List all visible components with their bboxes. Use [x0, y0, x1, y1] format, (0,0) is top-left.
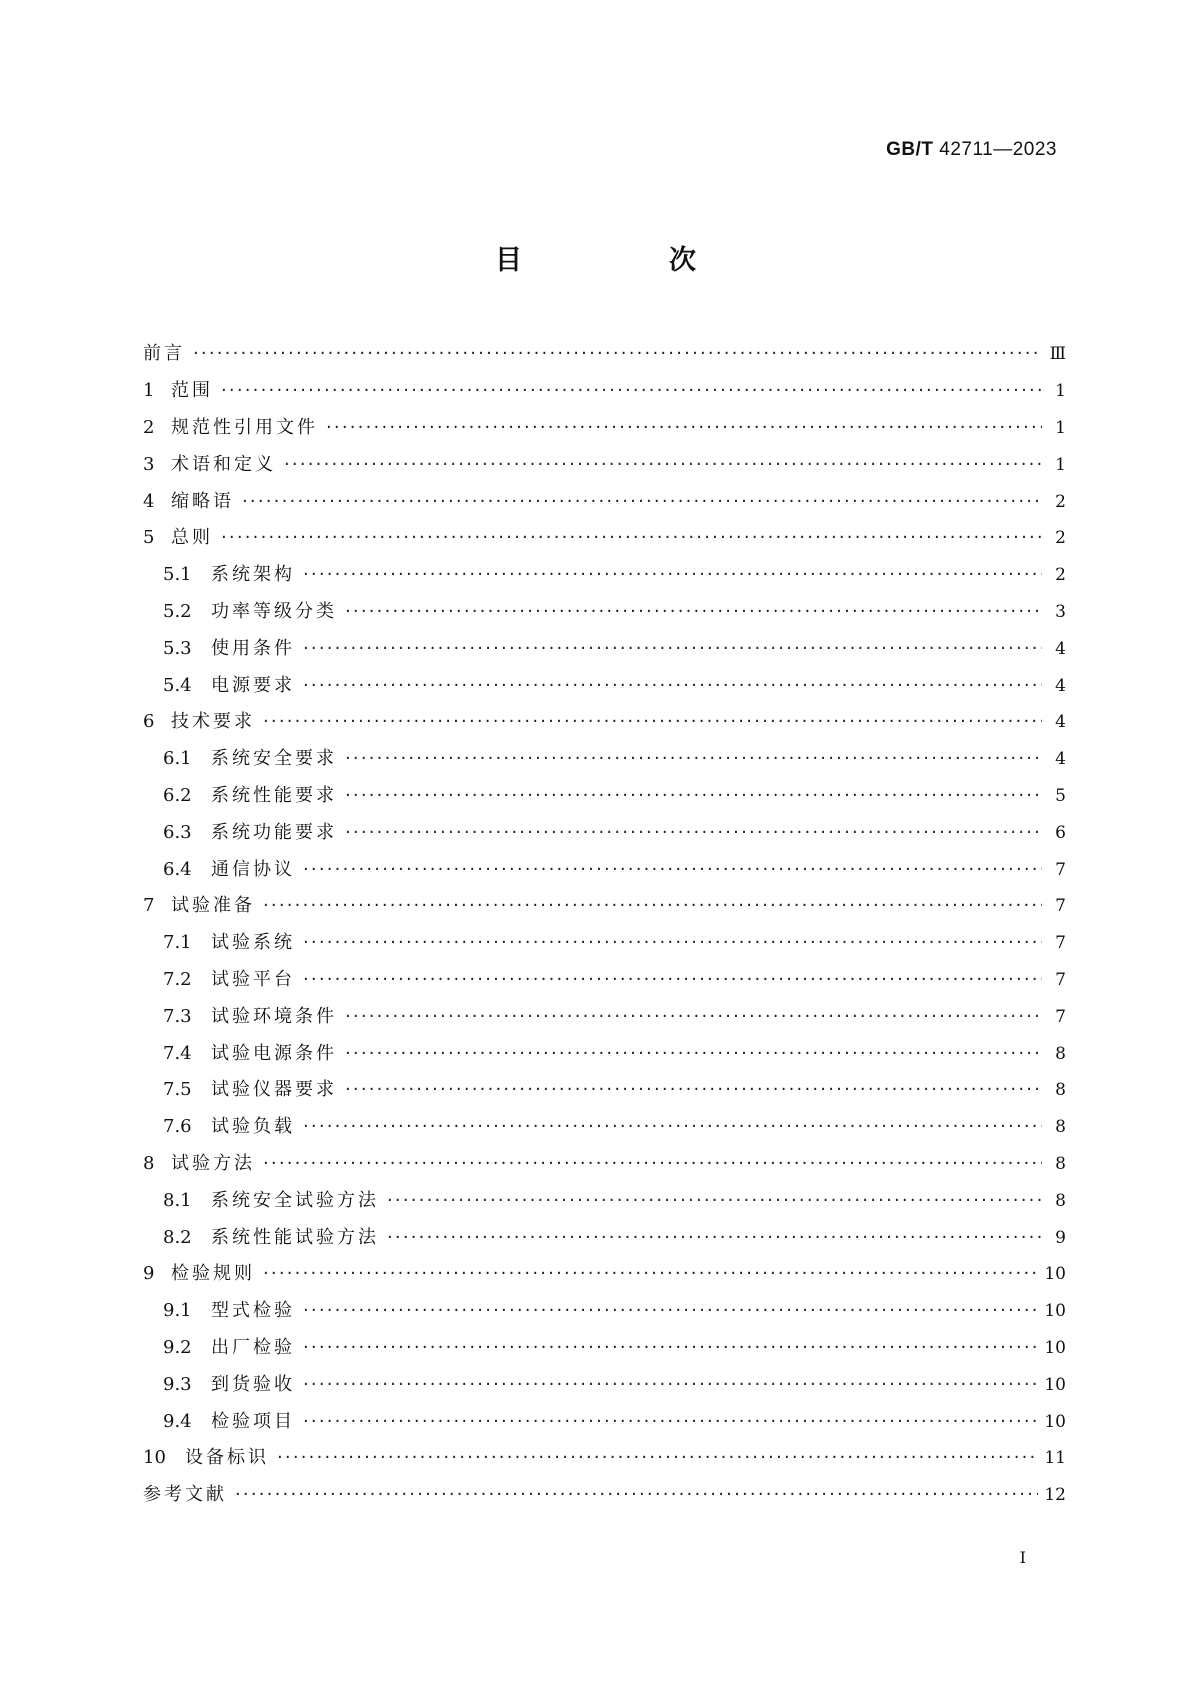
toc-entry-number: 8.1 [163, 1189, 192, 1211]
toc-entry-page: 4 [1055, 712, 1066, 733]
toc-entry-label: 检验项目 [211, 1410, 295, 1432]
toc-leader-dots [345, 785, 1042, 807]
toc-entry-number: 9.2 [163, 1336, 192, 1358]
toc-entry-number: 1 [143, 380, 155, 402]
toc-entry-page: 10 [1044, 1411, 1066, 1432]
toc-entry[interactable] [143, 741, 1066, 778]
toc-entry[interactable] [143, 1109, 1066, 1146]
toc-leader-dots [263, 895, 1042, 917]
toc-leader-dots [221, 380, 1042, 402]
toc-leader-dots [263, 1263, 1038, 1285]
toc-entry-number: 6.2 [163, 784, 192, 806]
toc-entry-page: 1 [1055, 381, 1066, 402]
toc-entry[interactable] [143, 925, 1066, 962]
toc-entry-page: 1 [1055, 454, 1066, 475]
toc-entry-page: 7 [1055, 1006, 1066, 1027]
toc-entry-label: 通信协议 [211, 858, 295, 880]
toc-entry-page: 11 [1044, 1448, 1066, 1469]
toc-entry-page: 8 [1055, 1153, 1066, 1174]
toc-entry-label: 技术要求 [171, 711, 255, 733]
toc-entry-number: 8.2 [163, 1226, 192, 1248]
toc-entry[interactable] [143, 1293, 1066, 1330]
standard-code [886, 139, 1057, 161]
toc-entry-number: 10 [143, 1447, 166, 1469]
toc-entry-page: 3 [1055, 601, 1066, 622]
toc-entry[interactable] [143, 667, 1066, 704]
toc-entry-number: 7.5 [163, 1079, 192, 1101]
toc-leader-dots [326, 417, 1042, 439]
toc-leader-dots [221, 527, 1042, 549]
toc-entry-label: 术语和定义 [171, 453, 276, 475]
toc-entry-number: 9.1 [163, 1300, 192, 1322]
toc-entry-number: 5.1 [163, 564, 192, 586]
toc-entry-page: 2 [1055, 491, 1066, 512]
toc-entry[interactable] [143, 704, 1066, 741]
toc-entry-number: 4 [143, 490, 155, 512]
toc-entry[interactable] [143, 1330, 1066, 1367]
toc-leader-dots [235, 1484, 1038, 1506]
toc-entry-number: 9 [143, 1263, 155, 1285]
standard-code-prefix: GB/T [886, 139, 934, 160]
toc-entry-number: 7.1 [163, 932, 192, 954]
toc-leader-dots [345, 601, 1042, 623]
toc-entry-page: 12 [1044, 1485, 1066, 1506]
toc-entry-number: 2 [143, 416, 155, 438]
toc-entry-label: 范围 [171, 380, 213, 402]
toc-entry-label: 使用条件 [211, 637, 295, 659]
standard-code-number: 42711—2023 [939, 139, 1057, 160]
toc-entry-page: 10 [1044, 1374, 1066, 1395]
toc-entry-label: 功率等级分类 [211, 600, 337, 622]
toc-leader-dots [345, 822, 1042, 844]
toc-entry-number: 6.3 [163, 821, 192, 843]
toc-entry[interactable] [143, 410, 1066, 447]
toc-entry-label: 系统性能试验方法 [211, 1226, 379, 1248]
toc-leader-dots [303, 564, 1042, 586]
toc-entry-label: 试验系统 [211, 932, 295, 954]
toc-leader-dots [303, 969, 1042, 991]
toc-entry-label: 总则 [171, 527, 213, 549]
toc-leader-dots [345, 1006, 1042, 1028]
toc-leader-dots [242, 491, 1042, 513]
toc-entry-page: 2 [1055, 528, 1066, 549]
toc-entry[interactable] [143, 1366, 1066, 1403]
toc-entry-label: 到货验收 [211, 1373, 295, 1395]
toc-entry-page: 9 [1055, 1227, 1066, 1248]
toc-entry-page: 8 [1055, 1190, 1066, 1211]
toc-entry-label: 系统性能要求 [211, 784, 337, 806]
toc-entry[interactable] [143, 520, 1066, 557]
toc-entry-page: 10 [1044, 1301, 1066, 1322]
toc-entry-label: 试验环境条件 [211, 1005, 337, 1027]
toc-entry-label: 前言 [143, 343, 185, 365]
toc-entry-label: 试验电源条件 [211, 1042, 337, 1064]
toc-entry-label: 试验准备 [171, 895, 255, 917]
toc-entry[interactable] [143, 1256, 1066, 1293]
toc-entry-label: 设备标识 [185, 1447, 269, 1469]
toc-leader-dots [303, 1300, 1038, 1322]
toc-entry-number: 7.4 [163, 1042, 192, 1064]
toc-entry-label: 试验平台 [211, 968, 295, 990]
toc-entry-number: 7.3 [163, 1005, 192, 1027]
toc-entry-page: 7 [1055, 933, 1066, 954]
toc-leader-dots [193, 343, 1042, 365]
toc-entry-label: 电源要求 [211, 674, 295, 696]
toc-leader-dots [345, 748, 1042, 770]
toc-entry-label: 型式检验 [211, 1300, 295, 1322]
toc-entry-page: 6 [1055, 822, 1066, 843]
toc-leader-dots [263, 1153, 1042, 1175]
toc-entry-label: 系统安全试验方法 [211, 1189, 379, 1211]
toc-entry[interactable] [143, 1440, 1066, 1477]
toc-leader-dots [303, 859, 1042, 881]
toc-leader-dots [284, 454, 1042, 476]
toc-leader-dots [303, 932, 1042, 954]
toc-entry-page: 8 [1055, 1080, 1066, 1101]
toc-leader-dots [303, 1411, 1038, 1433]
toc-entry-number: 3 [143, 453, 155, 475]
toc-entry-page: 7 [1055, 969, 1066, 990]
page-title: 目 次 [495, 245, 756, 276]
toc-leader-dots [303, 1374, 1038, 1396]
toc-entry-number: 7.2 [163, 968, 192, 990]
toc-entry-page: 1 [1055, 417, 1066, 438]
toc-entry-label: 系统架构 [211, 564, 295, 586]
toc-entry-label: 系统安全要求 [211, 748, 337, 770]
toc-entry-page: 7 [1055, 859, 1066, 880]
toc-leader-dots [345, 1043, 1042, 1065]
toc-entry-page: 10 [1044, 1264, 1066, 1285]
toc-leader-dots [345, 1079, 1042, 1101]
toc-entry-page: 5 [1055, 785, 1066, 806]
toc-entry[interactable] [143, 814, 1066, 851]
toc-entry-number: 9.4 [163, 1410, 192, 1432]
toc-entry-number: 6 [143, 711, 155, 733]
toc-entry[interactable] [143, 1072, 1066, 1109]
toc-entry[interactable] [143, 1219, 1066, 1256]
toc-entry-label: 缩略语 [171, 490, 234, 512]
toc-entry-label: 规范性引用文件 [171, 416, 318, 438]
toc-leader-dots [303, 675, 1042, 697]
toc-entry[interactable] [143, 373, 1066, 410]
toc-entry[interactable] [143, 778, 1066, 815]
toc-leader-dots [303, 1116, 1042, 1138]
toc-entry[interactable] [143, 962, 1066, 999]
toc-entry[interactable] [143, 594, 1066, 631]
toc-leader-dots [387, 1190, 1042, 1212]
toc-entry[interactable] [143, 630, 1066, 667]
toc-entry-page: 8 [1055, 1043, 1066, 1064]
toc-entry-number: 5.2 [163, 600, 192, 622]
toc-entry-number: 5 [143, 527, 155, 549]
toc-entry-number: 6.1 [163, 748, 192, 770]
toc-entry-label: 试验仪器要求 [211, 1079, 337, 1101]
toc-entry-number: 5.4 [163, 674, 192, 696]
toc-entry[interactable] [143, 1182, 1066, 1219]
toc-entry-page: 10 [1044, 1337, 1066, 1358]
toc-entry-page: 8 [1055, 1117, 1066, 1138]
toc-entry[interactable] [143, 998, 1066, 1035]
toc-leader-dots [303, 638, 1042, 660]
toc-entry-label: 试验方法 [171, 1152, 255, 1174]
toc-leader-dots [263, 711, 1042, 733]
toc-entry-number: 6.4 [163, 858, 192, 880]
toc-entry[interactable] [143, 557, 1066, 594]
toc-leader-dots [303, 1337, 1038, 1359]
toc-entry[interactable] [143, 483, 1066, 520]
toc-entry-number: 9.3 [163, 1373, 192, 1395]
toc-entry-page: 4 [1055, 749, 1066, 770]
toc-leader-dots [277, 1447, 1038, 1469]
toc-entry-label: 参考文献 [143, 1484, 227, 1506]
toc-entry[interactable] [143, 1477, 1066, 1514]
toc-entry[interactable] [143, 1035, 1066, 1072]
toc-entry[interactable] [143, 446, 1066, 483]
toc-entry[interactable] [143, 336, 1066, 373]
toc-entry-number: 7 [143, 895, 155, 917]
toc-entry[interactable] [143, 1146, 1066, 1183]
toc-leader-dots [387, 1227, 1042, 1249]
toc-entry[interactable] [143, 888, 1066, 925]
toc-entry[interactable] [143, 1403, 1066, 1440]
toc-entry-page: 4 [1055, 675, 1066, 696]
toc-entry-number: 5.3 [163, 637, 192, 659]
toc-entry[interactable] [143, 851, 1066, 888]
toc-entry-number: 7.6 [163, 1116, 192, 1138]
toc-entry-label: 检验规则 [171, 1263, 255, 1285]
toc-entry-number: 8 [143, 1152, 155, 1174]
toc-entry-label: 系统功能要求 [211, 821, 337, 843]
toc-entry-page: 7 [1055, 896, 1066, 917]
toc-entry-page: Ⅲ [1049, 344, 1066, 365]
page-number: Ⅰ [1019, 1548, 1026, 1567]
table-of-contents [143, 336, 1066, 1514]
toc-entry-page: 2 [1055, 565, 1066, 586]
toc-entry-label: 出厂检验 [211, 1336, 295, 1358]
toc-entry-page: 4 [1055, 638, 1066, 659]
toc-entry-label: 试验负载 [211, 1116, 295, 1138]
